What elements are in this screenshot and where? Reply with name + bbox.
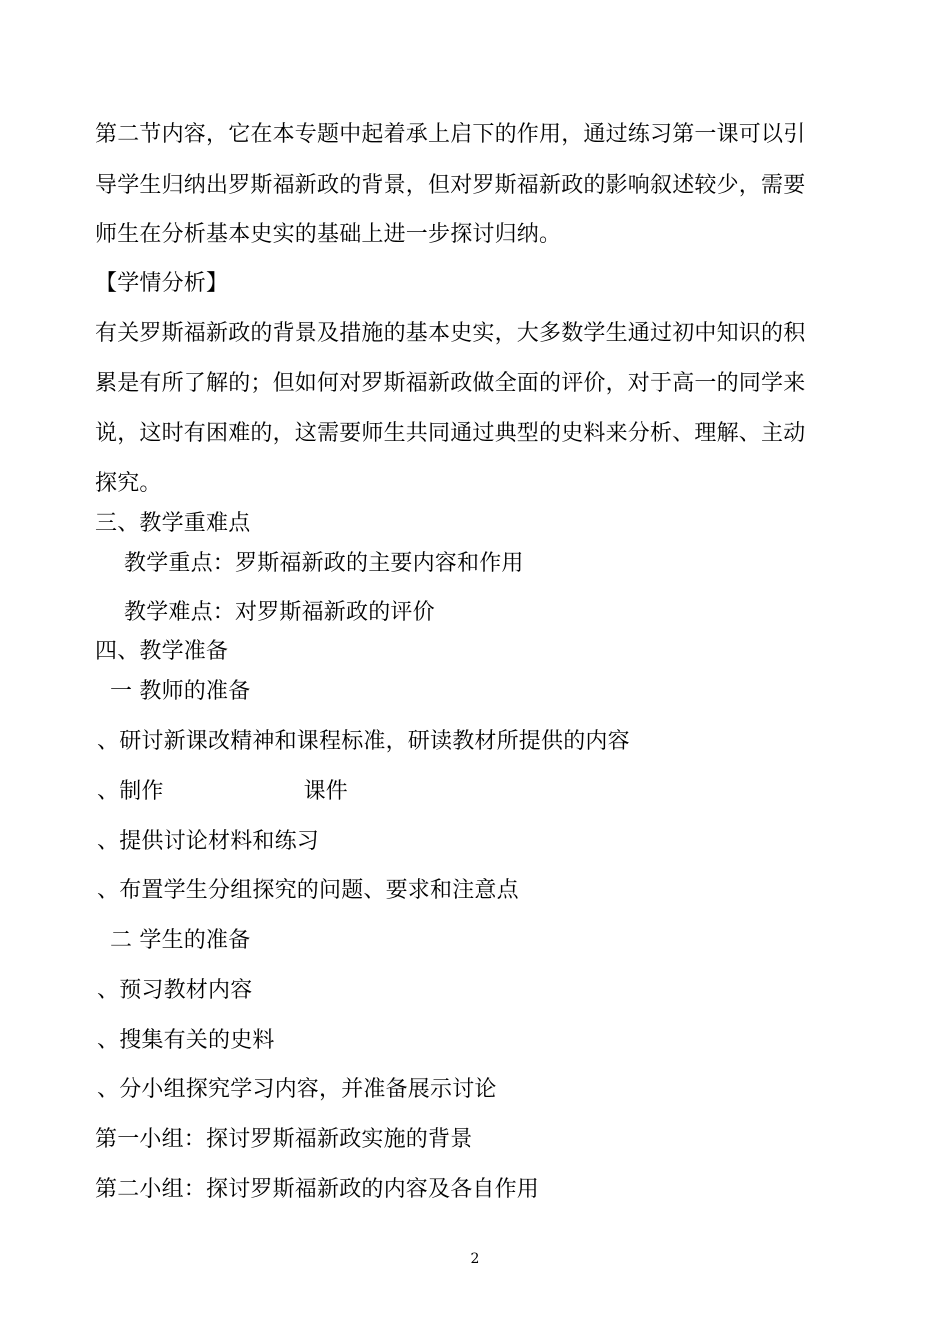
paragraph-line: 探究。 [95,471,162,496]
paragraph-line: 说，这时有困难的，这需要师生共同通过典型的史料来分析、理解、主动 [95,421,806,446]
list-item-text: 、制作 [97,779,164,804]
group-item: 第二小组：探讨罗斯福新政的内容及各自作用 [95,1177,540,1202]
section-heading-key-points: 三、教学重难点 [95,511,251,536]
list-item: 、搜集有关的史料 [97,1028,275,1053]
key-point: 教学重点：罗斯福新政的主要内容和作用 [124,551,524,576]
list-item-tail: 课件 [303,779,349,804]
difficult-point: 教学难点：对罗斯福新政的评价 [124,600,435,625]
page-number: 2 [470,1251,480,1267]
list-item: 、布置学生分组探究的问题、要求和注意点 [97,878,519,903]
list-item: 、提供讨论材料和练习 [97,829,320,854]
list-item [97,778,348,806]
group-item: 第一小组：探讨罗斯福新政实施的背景 [95,1127,473,1152]
list-item: 、研讨新课改精神和课程标准，研读教材所提供的内容 [97,729,630,754]
section-heading-preparation: 四、教学准备 [95,639,229,664]
section-heading-student-analysis: 【学情分析】 [95,271,229,296]
list-item: 、预习教材内容 [97,978,253,1003]
teacher-preparation-heading: 一 教师的准备 [110,679,251,704]
list-item: 、分小组探究学习内容，并准备展示讨论 [97,1077,497,1102]
paragraph-line: 有关罗斯福新政的背景及措施的基本史实，大多数学生通过初中知识的积 [95,321,806,346]
paragraph-line: 累是有所了解的；但如何对罗斯福新政做全面的评价，对于高一的同学来 [95,371,806,396]
paragraph-line: 师生在分析基本史实的基础上进一步探讨归纳。 [95,222,562,247]
paragraph-line: 第二节内容，它在本专题中起着承上启下的作用，通过练习第一课可以引 [95,122,806,147]
paragraph-line: 导学生归纳出罗斯福新政的背景，但对罗斯福新政的影响叙述较少，需要 [95,173,806,198]
student-preparation-heading: 二 学生的准备 [110,928,251,953]
